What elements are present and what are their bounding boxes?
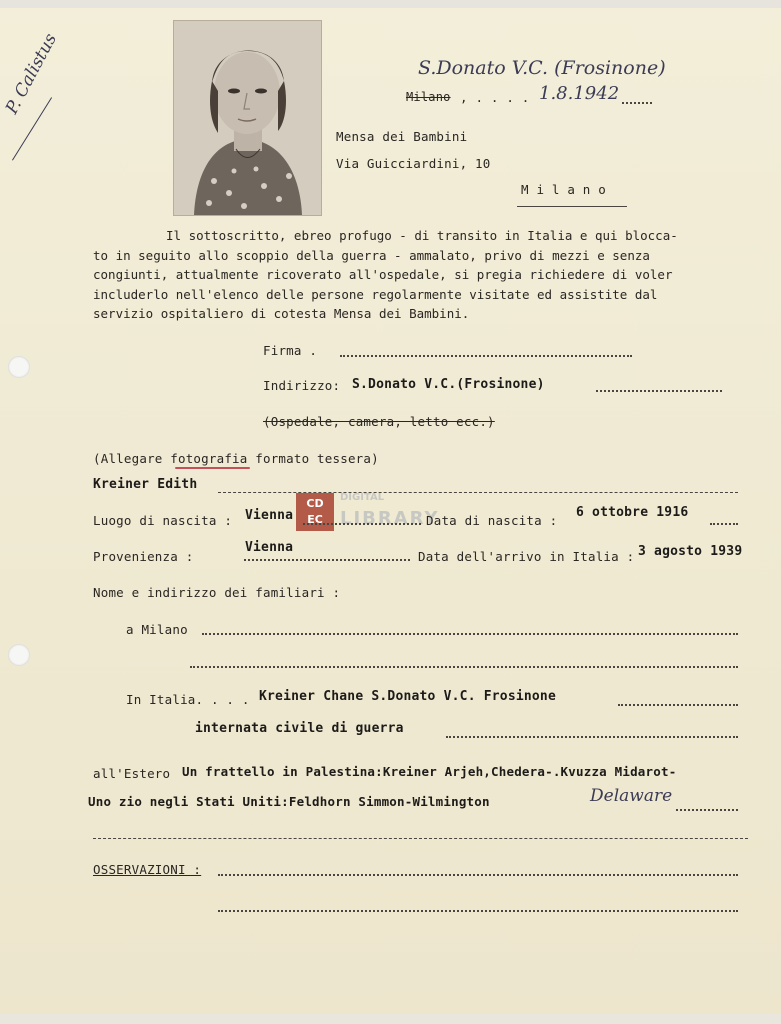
arrivo-label: Data dell'arrivo in Italia : xyxy=(418,549,635,564)
person-name: Kreiner Edith xyxy=(93,477,198,492)
indirizzo-value: S.Donato V.C.(Frosinone) xyxy=(352,377,545,392)
scan-bottom-edge xyxy=(0,1014,781,1024)
ospedale-struck: (Ospedale, camera, letto ecc.) xyxy=(263,414,495,429)
date-handwritten: 1.8.1942 xyxy=(539,83,620,104)
margin-annotation: P. Calistus xyxy=(2,30,61,118)
passport-photo xyxy=(173,20,322,216)
data-nascita-dots xyxy=(710,523,738,525)
indirizzo-dots xyxy=(596,390,722,392)
milano-label: a Milano xyxy=(126,622,188,637)
italia-dots-2 xyxy=(446,736,738,738)
estero-handwritten: Delaware xyxy=(590,786,673,806)
osservazioni-dots-1 xyxy=(218,874,738,876)
data-nascita-label: Data di nascita : xyxy=(426,513,558,528)
firma-dots xyxy=(340,355,632,357)
place-typed-struck: Milano xyxy=(406,90,451,104)
provenienza-value: Vienna xyxy=(245,540,294,555)
addressee-line2: Via Guicciardini, 10 xyxy=(336,156,491,171)
fotografia-underline xyxy=(175,467,250,469)
milano-dots-2 xyxy=(190,666,738,668)
body-line-5: servizio ospitaliero di cotesta Mensa dei Bambini. xyxy=(93,306,470,321)
italia-value-1: Kreiner Chane S.Donato V.C. Frosinone xyxy=(259,689,556,704)
cdec-logo: CD EC xyxy=(296,493,334,531)
date-dots: , . . . . xyxy=(460,90,530,105)
city-underline xyxy=(517,206,627,207)
osservazioni-dots-2 xyxy=(218,910,738,912)
body-line-2: to in seguito allo scoppio della guerra - ammalato, privo di mezzi e senza xyxy=(93,247,650,263)
data-nascita-value: 6 ottobre 1916 xyxy=(576,505,689,520)
estero-value-1: Un frattello in Palestina:Kreiner Arjeh,Chedera-.Kvuzza Midarot- xyxy=(182,764,677,779)
estero-label: all'Estero xyxy=(93,766,171,781)
provenienza-dots xyxy=(244,559,410,561)
familiari-label: Nome e indirizzo dei familiari : xyxy=(93,585,341,600)
estero-value-2: Uno zio negli Stati Uniti:Feldhorn Simmon-Wilmington xyxy=(88,794,490,809)
body-line-1: Il sottoscritto, ebreo profugo - di transito in Italia e qui blocca- xyxy=(166,228,678,243)
punch-hole-bottom xyxy=(8,644,30,666)
italia-value-2: internata civile di guerra xyxy=(195,721,404,736)
body-line-3: congiunti, attualmente ricoverato all'ospedale, si pregia richiedere di voler xyxy=(93,267,673,282)
addressee-city: M i l a n o xyxy=(521,182,606,197)
indirizzo-label: Indirizzo: xyxy=(263,378,341,393)
italia-dots-1 xyxy=(618,704,738,706)
luogo-value: Vienna xyxy=(245,508,294,523)
luogo-dots xyxy=(303,523,421,525)
provenienza-label: Provenienza : xyxy=(93,549,194,564)
watermark-digital: DIGITAL xyxy=(340,492,385,503)
milano-dots xyxy=(202,633,738,635)
arrivo-value: 3 agosto 1939 xyxy=(638,544,743,559)
estero-dots xyxy=(676,809,738,811)
body-line-4: includerlo nell'elenco delle persone regolarmente visitate ed assistite dal xyxy=(93,286,658,302)
separator-dash-line xyxy=(93,838,748,839)
addressee-line1: Mensa dei Bambini xyxy=(336,129,468,144)
scan-top-edge xyxy=(0,0,781,8)
punch-hole-top xyxy=(8,356,30,378)
luogo-label: Luogo di nascita : xyxy=(93,513,233,528)
date-trailing-dots xyxy=(622,102,652,104)
allegare-note: (Allegare fotografia formato tessera) xyxy=(93,451,379,466)
body-paragraph xyxy=(93,226,733,324)
firma-label: Firma . xyxy=(263,343,318,358)
place-handwritten: S.Donato V.C. (Frosinone) xyxy=(418,57,666,79)
osservazioni-label: OSSERVAZIONI : xyxy=(93,862,202,877)
italia-label: In Italia. . . . xyxy=(126,692,250,707)
watermark-library: LIBRARY xyxy=(340,508,440,529)
